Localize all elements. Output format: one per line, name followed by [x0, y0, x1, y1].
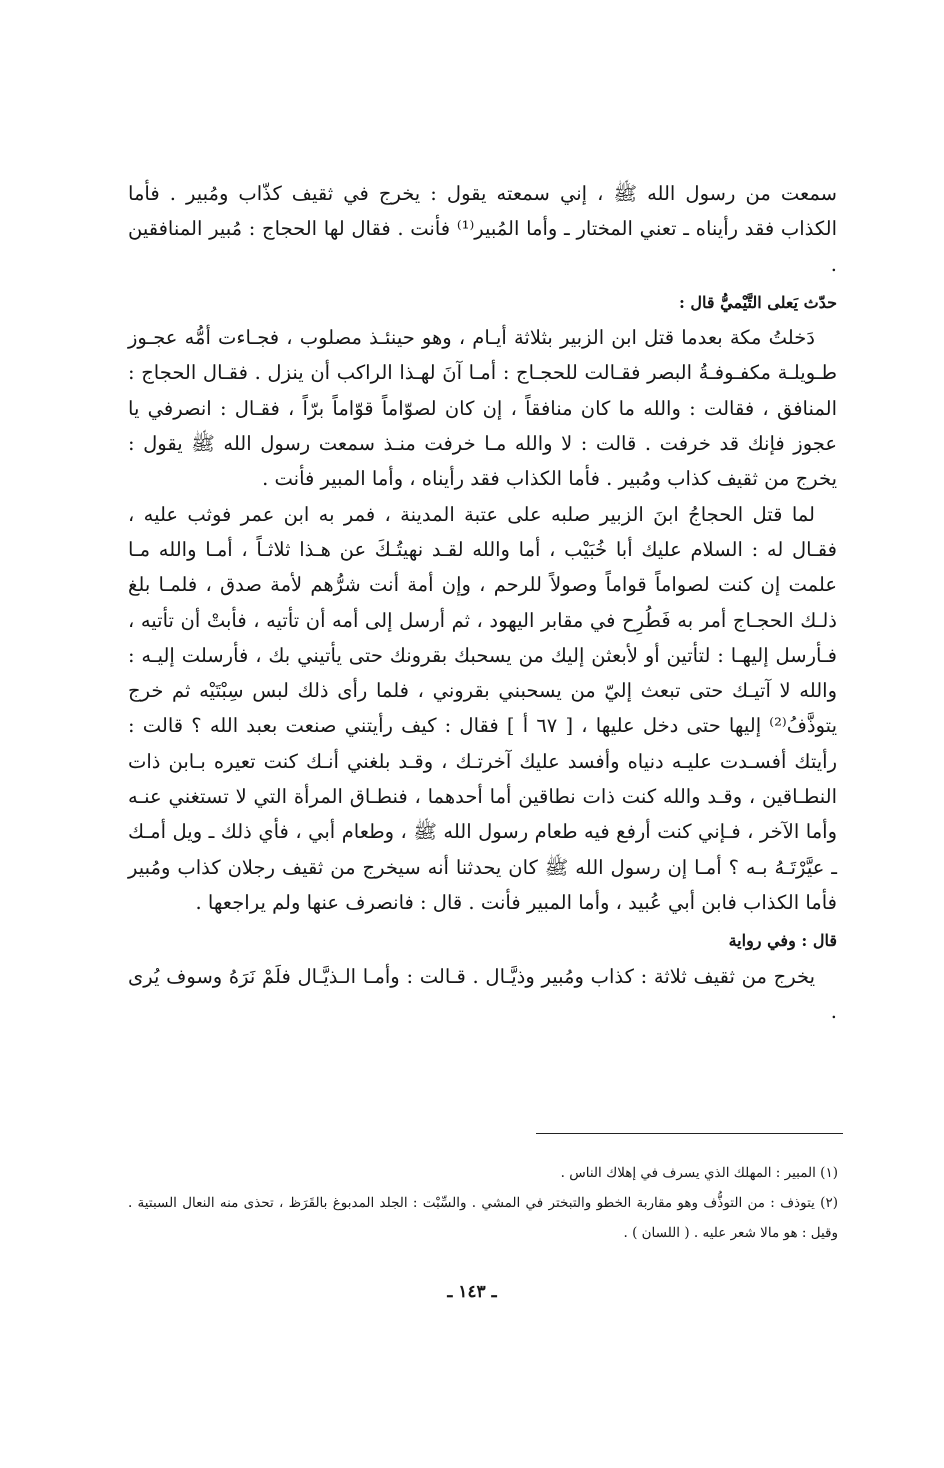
- paragraph-4: يخرج من ثقيف ثلاثة : كذاب ومُبير وذيَّـال . قـالت : وأمـا الـذيَّـال فلَمْ نَرَهُ وسوف يُرى .: [128, 964, 837, 1023]
- footnote-2: (٢) يتوذف : من التوذُّف وهو مقاربة الخطو والتبختر في المشي . والسِّبْت : الجلد المدبوغ بالقَرَظ ، تحذى منه النعال السبتية . وقيل : هو مالا شعر عليه . ( اللسان ) .: [128, 1195, 838, 1241]
- paragraph-2: دَخلتُ مكة بعدما قتل ابن الزبير بثلاثة أيـام ، وهو حينئـذ مصلوب ، فجـاءت أمُّه عجـوز طـويلـة مكفـوفـةُ البصر فقـالت للحجـاج : أمـا آنَ لهـذا الراكب أن ينزل . فقـال الحجاج : المنافق ، فقالت : والله ما كان منافقاً ، إن كان لصوّاماً قوّاماً برّاً ، فقـال : انصرفي يا عجوز فإنك قد خرفت . قالت : لا والله مـا خرفت منـذ سمعت رسول الله ﷺ يقول : يخرج من ثقيف كذاب ومُبير . فأما الكذاب فقد رأيناه ، وأما المبير فأنت .: [128, 326, 837, 491]
- heading-narrator: حدّث يَعلى التَّيْميُّ قال :: [678, 292, 837, 312]
- paragraph-1: سمعت من رسول الله ﷺ ، إني سمعته يقول : يخرج في ثقيف كذّاب ومُبير . فأما الكذاب فقد رأيناه ـ تعني المختار ـ وأما المُبير⁽¹⁾ فأنت . فقال لها الحجاج : مُبير المنافقين .: [128, 182, 837, 276]
- footnote-divider: [536, 1133, 843, 1134]
- heading-riwaya: قال : وفي رواية: [728, 931, 837, 951]
- footnotes: [128, 1158, 838, 1248]
- main-text: [128, 176, 837, 1029]
- paragraph-3: لما قتل الحجاجُ ابنَ الزبير صلبه على عتبة المدينة ، فمر به ابن عمر فوثب عليه ، فقـال له : السلام عليك أبا خُبَيْب ، أما والله لقـد نهيتُـكَ عن هـذا ثلاثـاً ، أمـا والله مـا علمت إن كنت لصواماً قواماً وصولاً للرحم ، وإن أمة أنت شرُّهم لأمة صدق ، فلمـا بلغ ذلـك الحجـاج أمر به فَطُرِح في مقابر اليهود ، ثم أرسل إلى أمه أن تأتيه ، فأبتْ أن تأتيه ، فـأرسل إليهـا : لتأتين أو لأبعثن إليك من يسحبك بقرونك حتى يأتيني بك ، فأرسلت إليـه : والله لا آتيـك حتى تبعث إليّ من يسحبني بقروني ، فلما رأى ذلك لبس سِبْتَيْه ثم خرج يتوذَّفُ⁽²⁾ إليها حتى دخل عليها ، [ ٦٧ أ ] فقال : كيف رأيتني صنعت بعبد الله ؟ قالت : رأيتك أفسـدت عليـه دنياه وأفسد عليك آخرتـك ، وقـد بلغني أنـك كنت تعيره بـابن ذات النطـاقين ، وقـد والله كنت ذات نطاقين أما أحدهما ، فنطـاق المرأة التي لا تستغني عنـه وأما الآخر ، فـإني كنت أرفع فيه طعام رسول الله ﷺ ، وطعام أبي ، فأي ذلك ـ ويل أمـك ـ عيَّرْتَـهُ بـه ؟ أمـا إن رسول الله ﷺ كان يحدثنا أنه سيخرج من ثقيف رجلان كذاب ومُبير فأما الكذاب فابن أبي عُبيد ، وأما المبير فأنت . قال : فانصرف عنها ولم يراجعها .: [128, 502, 837, 914]
- footnote-1: (١) المبير : المهلك الذي يسرف في إهلاك الناس .: [560, 1165, 838, 1181]
- page-number: ـ ١٤٣ ـ: [447, 1282, 497, 1302]
